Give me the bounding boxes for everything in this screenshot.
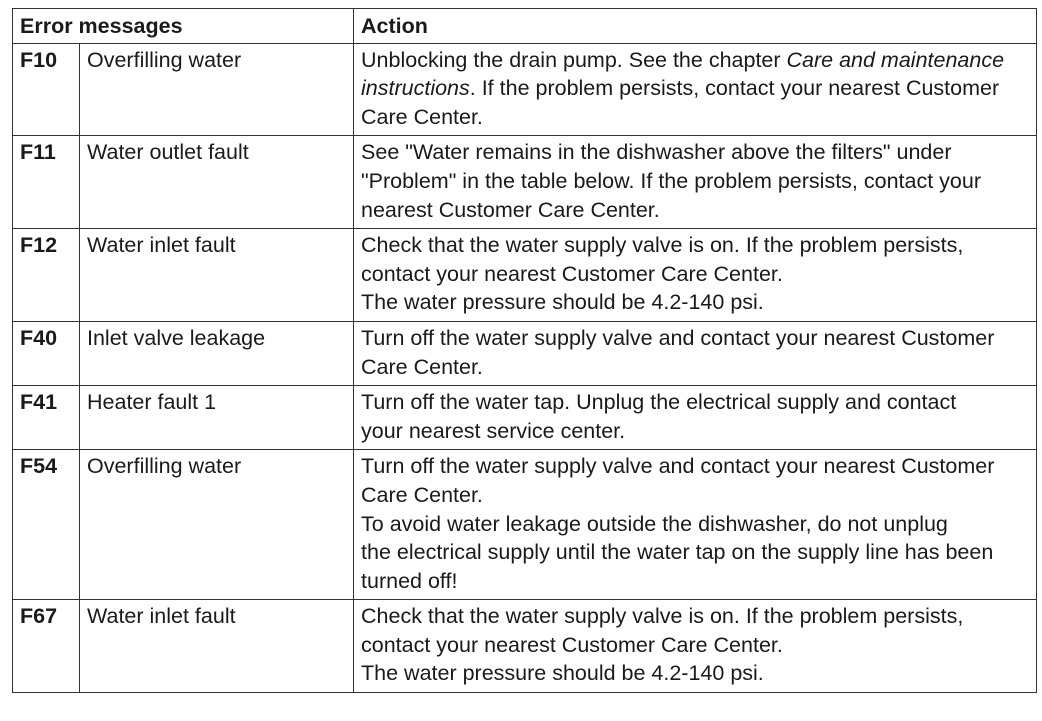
table-row [13, 450, 1037, 600]
action-line [361, 417, 1029, 446]
action-line [361, 538, 1029, 567]
table-row [13, 600, 1037, 693]
action-line [361, 510, 1029, 539]
action-line [361, 46, 1029, 75]
table-body [13, 43, 1037, 692]
error-code: F10 [13, 43, 80, 136]
action-line [361, 631, 1029, 660]
action-line [361, 602, 1029, 631]
action-line [361, 231, 1029, 260]
action-text-segment: See "Water remains in the dishwasher above the filters" under [361, 140, 952, 165]
error-code: F40 [13, 321, 80, 385]
action-text-segment: Care Center. [361, 482, 483, 507]
action-text-segment: "Problem" in the table below. If the problem persists, contact your [361, 168, 981, 193]
table-row [13, 321, 1037, 385]
action-text [354, 43, 1037, 136]
action-italic-text: Care and maintenance [786, 47, 1005, 72]
action-text-segment: To avoid water leakage outside the dishwasher, do not unplug [361, 511, 948, 536]
table-row [13, 386, 1037, 450]
error-message: Inlet valve leakage [80, 321, 354, 385]
action-text-segment: Turn off the water supply valve and contact your nearest Customer [361, 454, 995, 479]
action-text-segment: the electrical supply until the water tap on the supply line has been [361, 540, 994, 565]
table-row [13, 136, 1037, 229]
error-message: Heater fault 1 [80, 386, 354, 450]
action-text-segment: nearest Customer Care Center. [361, 197, 660, 222]
action-line [361, 138, 1029, 167]
action-text-segment: Turn off the water tap. Unplug the electrical supply and contact [361, 390, 957, 415]
action-text-segment: your nearest service center. [361, 418, 626, 443]
action-italic-text: instructions [361, 76, 470, 101]
action-text-segment: . If the problem persists, contact your nearest Customer [469, 76, 1000, 101]
error-message: Water inlet fault [80, 600, 354, 693]
action-text [354, 136, 1037, 229]
action-text-segment: Turn off the water supply valve and contact your nearest Customer [361, 325, 995, 350]
error-code: F67 [13, 600, 80, 693]
action-text-segment: Care Center. [361, 104, 483, 129]
action-text [354, 450, 1037, 600]
action-text [354, 321, 1037, 385]
error-message: Overfilling water [80, 43, 354, 136]
error-code: F54 [13, 450, 80, 600]
action-text-segment: Unblocking the drain pump. See the chapter [361, 47, 787, 72]
action-text [354, 386, 1037, 450]
action-text-segment: Care Center. [361, 354, 483, 379]
action-line [361, 353, 1029, 382]
error-message: Overfilling water [80, 450, 354, 600]
action-text-segment: Check that the water supply valve is on. If the problem persists, [361, 233, 964, 258]
action-text-segment: The water pressure should be 4.2-140 psi. [361, 661, 764, 686]
action-line [361, 481, 1029, 510]
header-row [13, 9, 1037, 44]
action-text-segment: contact your nearest Customer Care Center. [361, 261, 783, 286]
error-messages-table [12, 8, 1037, 693]
action-text-segment: The water pressure should be 4.2-140 psi. [361, 290, 764, 315]
action-line [361, 388, 1029, 417]
action-text [354, 229, 1037, 322]
action-line [361, 74, 1029, 103]
action-text-segment: Check that the water supply valve is on. If the problem persists, [361, 604, 964, 629]
action-line [361, 260, 1029, 289]
action-text-segment: contact your nearest Customer Care Center. [361, 632, 783, 657]
action-line [361, 567, 1029, 596]
action-line [361, 103, 1029, 132]
action-text [354, 600, 1037, 693]
action-line [361, 167, 1029, 196]
action-line [361, 196, 1029, 225]
error-code: F41 [13, 386, 80, 450]
table-row [13, 43, 1037, 136]
error-message: Water inlet fault [80, 229, 354, 322]
table-row [13, 229, 1037, 322]
error-messages-header: Error messages [13, 9, 354, 44]
error-code: F11 [13, 136, 80, 229]
action-line [361, 659, 1029, 688]
action-line [361, 288, 1029, 317]
action-header: Action [354, 9, 1037, 44]
error-message: Water outlet fault [80, 136, 354, 229]
action-line [361, 452, 1029, 481]
action-line [361, 324, 1029, 353]
action-text-segment: turned off! [361, 568, 458, 593]
error-code: F12 [13, 229, 80, 322]
